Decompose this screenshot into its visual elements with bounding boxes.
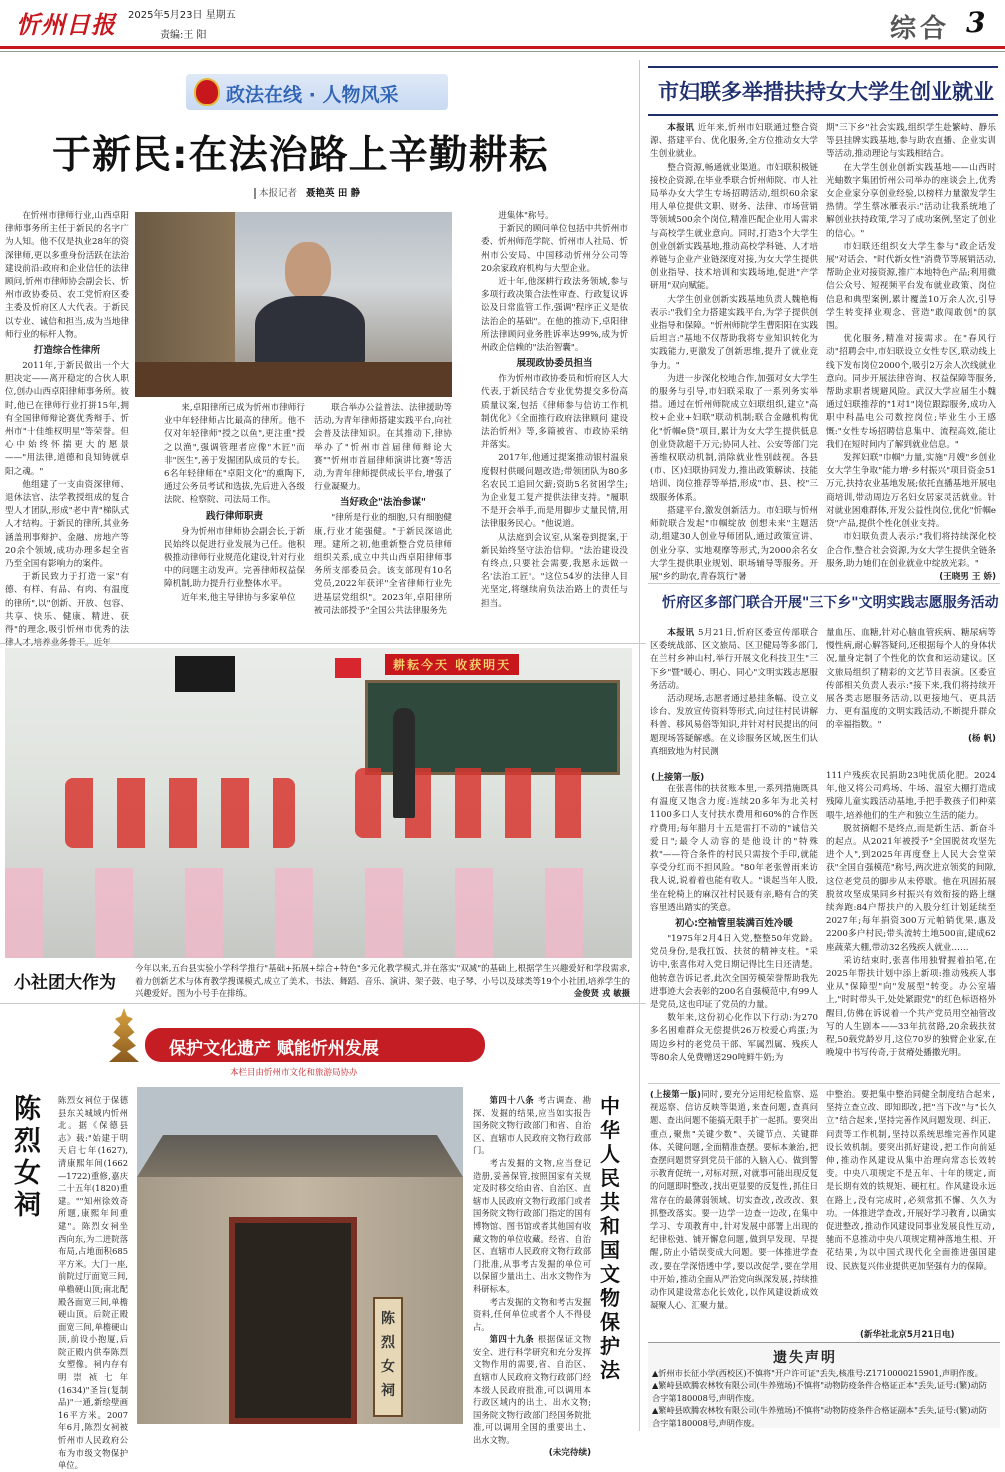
heritage-banner-title: 保护文化遗产 赋能忻州发展: [169, 1039, 379, 1059]
a4-col1: [650, 783, 818, 1079]
students-group-right: [355, 768, 595, 838]
notice-item: ▲繁峙县欧腾农林牧有限公司(牛养殖场)不慎将"动物防疫条件合格证正本"丢失,证号:(繁)动防合字第180008号,声明作废。: [652, 1380, 987, 1403]
person-body: [255, 296, 365, 366]
editor-line: 责编:王 阳: [160, 30, 207, 41]
paragraph: 在张喜伟的扶贫账本里,一系列措施既具有温度又饱含力度:连续20多年为北关村1100多口人支付扶水费用和60%的合作医疗费用;每年腊月十五是雷打不动的"诚信关爱日";最令人动容的是他设计的"特殊救"——符合条件的村民只需按个手印,就能享受分红而不担风险。"80年老张曾雨来访我人说,说着着也能有收人。"谈起当年人股,坐在轮椅上的麻汉社村民聂有亲,略有合的笑容里透出踏实的笑意。: [650, 784, 818, 913]
paragraph: 市妇联还组织女大学生参与"政企话发展"对话会、"时代新女性"消费节等展销活动,帮助企业对接资源,推广本地特色产品;利用微信公众号、短视频平台发布就业政策、岗位信息和典型案例,累计覆盖10万余人次,引导学生转变择业观念、营造"敢闯敢创"的氛围。: [826, 241, 996, 332]
byline-names: 聂艳英 田 静: [306, 188, 361, 199]
a2-col2: [826, 122, 996, 582]
photo-band-label: 小社团大作为: [14, 973, 116, 993]
subheading: 初心:空袖管里装满百姓冷暖: [675, 918, 793, 930]
divider-heritage: [0, 1003, 646, 1004]
banner-law-column: [186, 74, 448, 110]
paragraph: 搭建平台,激发创新活力。市妇联与忻州师院联合发起"巾帼绽放 创想未来"主题活动,组建30人创业导师团队,通过政策宣讲、创业分享、实地观摩等形式,为2000余名女大学生提供职业规划、职场辅导等服务。开展"乡约助农,青春筑行"暑: [650, 505, 818, 582]
students-group-left: [65, 778, 295, 848]
a1-col2-p3: 近年来,他主导律协与多家单位: [181, 592, 296, 603]
notice-box: [648, 1342, 1000, 1428]
page-number: 3: [966, 6, 986, 39]
divider-a2-a3: [648, 583, 1000, 584]
byline-label: 本报记者: [254, 188, 297, 199]
paragraph: 市妇联负责人表示:"我们将持续深化校企合作,整合社会资源,为女大学生提供全链条服务,助力她们在创业就业中绽放光彩。": [826, 532, 996, 569]
section-name: 综合: [890, 14, 951, 44]
a1-col2-p2: 身为忻州市律师协会副会长,于新民始终以促进行业发展为己任。他积极推动律师行业规范化建设,针对行业中的问题主动发声。完善律师权益保障机制,助力提升行业整体水平。: [164, 526, 305, 590]
lead-label: 第四十八条: [489, 1095, 538, 1105]
notice-title: 遗失声明: [773, 1350, 837, 1366]
teacher-figure: [393, 708, 415, 818]
temple-photo: [137, 1087, 463, 1424]
paragraph: 数年来,这份初心化作以下行动:为270多名困难群众无偿提供26万校爱心鸡蛋;为周边乡村的老党员干部、军属烈属、残疾人等80余人免费赠送290吨鲜牛奶;为: [650, 1013, 818, 1063]
paragraph: 考古发掘的文物,应当登记造册,妥善保管,按照国家有关规定及时移交给由省、自治区、直辖市人民政府文物行政部门或者国务院文物行政部门指定的国有博物馆、图书馆或者其他国有收藏文物的单位收藏。经省、自治区、直辖市人民政府文物行政部门批准,从事考古发掘的单位可以保留少量出土、出水文物作为科研标本。: [473, 1157, 591, 1294]
paragraph: 量血压、血糖,针对心脑血管疾病、糖尿病等慢性病,耐心解答疑问,还根据每个人的身体状况,量身定制了个性化的饮食和运动建议。区文旅局组织了精彩的文艺节目表演。区委宣传部相关负责人表示:"接下来,我们将持续开展各类志愿服务活动,以更接地气、更具活力、更有温度的文明实践活动,不断提升群众的幸福指数。": [826, 628, 996, 731]
law-title: 中华人民共和国文物保护法: [600, 1094, 620, 1382]
a5-col2-text: 中整治。要把集中整治同健全制度结合起来,坚持立查立改、即知即改,把"当下改"与"长久立"结合起来,坚持完善作风问题发现、纠正、问责等工作机制,坚持以系统思维完善作风建设长效机制。要突出抓好建设,把工作向前延伸,推动作风建设从集中治理向常态长效转变。中央八项规定不是五年、十年的规定,而是长期有效的铁规矩、硬杠杠。作风建设永远在路上,没有完成时,必须常抓不懈、久久为功。一体推进学查改,开展好学习教育,以确实促进整改,推动作风建设同事业发展良性互动,驰而不息推动中央八项规定精神落地生根、开花结果,为以中国式现代化全面推进强国建设、民族复兴伟业提供更加坚强有力的保障。: [826, 1089, 996, 1271]
a1-sub2: 践行律师职责: [205, 510, 263, 522]
divider-photo-top: [0, 643, 646, 644]
paragraph: 为进一步深化校地合作,加强对女大学生的服务与引导,市妇联采取了一系列务实举措。通过在忻州师院成立妇联组织,建立"高校+企业+妇联"联动机制;联合金融机构优化"忻帼e贷"项目,累计为女大学生提供低息创业贷款超千万元;协同人社、公安等部门完善维权联动机制,消除就业性别歧视。各县(市、区)妇联协同发力,推出政策解读、技能培训、岗位推荐等举措,形成"市、县、校"三级服务体系。: [650, 373, 818, 503]
wall-sign: 耕耘今天 收获明天: [385, 654, 519, 675]
notice-item: ▲繁峙县欧腾农林牧有限公司(牛养殖场)不慎将"动物防疫条件合格证副本"丢失,证号:(繁)动防合字第180008号,声明作废。: [652, 1405, 987, 1428]
a1-sub3: 当好政企"法治参谋": [340, 497, 426, 509]
a3-col2: [826, 627, 996, 762]
temple-roof: [137, 1107, 463, 1177]
column-divider: [639, 60, 640, 643]
a1-byline: [254, 185, 360, 199]
person-head: [285, 242, 331, 300]
a4-col2: [826, 770, 996, 1079]
signature: (王晓男 王 娇): [939, 571, 996, 582]
a1-col2-p1: 来,卓阳律所已成为忻州市律师行业中年轻律师占比最高的律所。他不仅对年轻律师"授之以鱼",更注重"授之以渔",强调管理者应像"木匠"而非"医生",善于发掘团队成员的专长。6名年轻律师在"卓阳文化"的熏陶下,通过公务员考试和选拔,先后进入各级法院、检察院、司法局工作。: [164, 403, 305, 506]
paragraph: 111户残疾农民捐助23吨优质化肥。2024年,他又将公司鸡场、牛场、温室大棚打造成残障儿童实践活动基地,手把手教孩子们种菜喂牛,培养他们的生产和独立生活的能力。: [826, 771, 996, 821]
signature: (杨 帆): [967, 733, 996, 744]
a1-sub4: 展现政协委员担当: [516, 358, 593, 370]
a1-col1-p4: 于新民致力于打造一家"有德、有样、有品、有肉、有温度的律所",以"创新、开放、包容、共享、快乐、健康、精进、获得"的理念,吸引忻州市优秀的法: [5, 572, 129, 636]
a3-headline: 忻府区多部门联合开展"三下乡"文明实践志愿服务活动: [662, 595, 999, 611]
desk-shape: [135, 362, 452, 397]
paragraph: 优化服务,精准对接需求。在"春风行动"招聘会中,市妇联设立女性专区,联动线上线下发布岗位2000个,吸引2万余人次线就业意向。同步开展法律咨询、权益保障等服务,帮助求职者规避风险。武汉大学应届生小魏通过妇联推荐的"1对1"岗位跟踪服务,成功入职中科晶电公司数控岗位;毕业生小王感慨:"女性专场招聘信息集中、流程高效,能让我们在短时间内了解到就业信息。": [826, 334, 996, 450]
paragraph: 期"三下乡"社会实践,组织学生赴繁峙、静乐等县挂牌实践基地,参与助农直播、企业实训等活动,推动理论与实践相结合。: [826, 123, 996, 160]
photo-caption: [135, 962, 630, 1000]
masthead-rule-thin: [0, 51, 1005, 52]
flag-shape: [335, 658, 361, 678]
a5-cont-label: (上接第一版): [650, 1089, 701, 1099]
a1-col4-p3: 近十年,他深耕行政法务领域,参与多项行政决策合法性审查、行政复议诉讼及日常监管工作,强调"程序正义是依法治企的基础"。在他的推动下,卓阳律所法律顾问业务胜诉率达99%,成为忻州政企信赖的"法治智囊"。: [481, 277, 628, 354]
issue-date: 2025年5月23日 星期五: [128, 10, 236, 21]
a5-col2: [826, 1088, 996, 1343]
a1-col4-p1: 进集体"称号。: [498, 211, 554, 221]
a1-col4-p6: 从法庭到会议室,从案卷到提案,于新民始终坚守法治信仰。"法治建设没有终点,只要社会需要,我愿永远做一名'法治工匠'。"这位54岁的法律人目光坚定,将继续肩负法治路上的责任与担当。: [481, 532, 628, 609]
stools-shape: [5, 868, 632, 958]
lead-label: 第四十九条: [489, 1334, 538, 1345]
a2-headline: 市妇联多举措扶持女大学生创业就业: [658, 80, 994, 104]
paragraph: 第四十八条 考古调查、勘探、发掘的结果,应当如实报告国务院文物行政部门和省、自治区、直辖市人民政府文物行政部门。: [473, 1095, 591, 1156]
a1-col4: [481, 210, 628, 635]
a1-col3-p1: 联合举办公益普法、法律援助等活动,为青年律师搭建实践平台,向社会普及法律知识。在其推动下,律协举办了"忻州市首届律师辩论大赛""忻州市首届律师演讲比赛"等活动,为青年律师提供成长平台,增强了行业凝聚力。: [314, 403, 452, 493]
paragraph: 本报讯 5月21日,忻府区委宣传部联合区委统战部、区文旅局、区卫健局等多部门,在兰村乡神山村,举行开展文化科技卫生"三下乡"暨"暖心、明心、同心"文明实践志愿服务活动。: [650, 628, 818, 691]
lead-label: 本报讯: [667, 628, 698, 638]
banner-title: 政法在线 · 人物风采: [226, 84, 399, 106]
paragraph: 发挥妇联"巾帼"力量,实施"月嫂"乡创业女大学生争取"能力增·乡村振兴"项目资金51万元,扶持农业基地发展;依托直播基地开展电商培训,带动周边万名妇女居家灵活就业。针对就业困难群体,开发公益性岗位,优化"忻帼e贷"产品,提供个性化创业支持。: [826, 453, 996, 530]
a1-headline: 于新民:在法治路上辛勤耕耘: [52, 133, 549, 178]
a3-col1: [650, 627, 818, 762]
law-col: [473, 1094, 591, 1458]
classroom-photo: [5, 648, 632, 958]
paragraph: "1975年2月4日入党,整整50年党龄。党员身份,是我扛饭、扶贫的精神支柱。"采访中,张喜伟对入党日期记得比生日还清楚。他转意告诉记者,此次全国劳模荣誉帮助我先进事迹大会表彰的200名自强模范中,有99人是党员,这也印证了党员的力量。: [650, 934, 818, 1011]
column-divider-lower: [639, 643, 640, 1431]
paragraph: 脱贫摘帽不是终点,而是新生活、新奋斗的起点。从2021年被授予"全国脱贫攻坚先进个人",到2025年再度登上人民大会堂荣获"全国自强模范"称号,两次进京领奖的间隙,这位老党员的脚步从未停歇。他在巩固拓展脱贫攻坚成果同乡村振兴有效衔接的路上继续奔跑:84户帮扶户的入股分红计划延续至2027年;每年捐资300万元帕销优果,惠及2200多户村民;带头流转土地500亩,建成62座蔬菜大棚,带动32名残疾人就业……: [826, 823, 996, 953]
a4-cont-label: (上接第一版): [651, 773, 705, 783]
a5-col1-text: 同时,要充分运用纪检监察、巡视巡察、信访反映等渠道,来查问题,查真问题、查出问题不能搞无限手扩一起抓。要突出重点,聚焦"关键少数"、关键节点、关键群体、关键问题,全面精准查摆。要标本兼治,把查摆问题贯穿到党员干部的入脑入心、做到警示教育促统一,对标对照,对就事可能出现反复的问题即时整改,找出更显要的反复性,抓住日常存在的最薄弱领域、切实查改,改改改、狠抓整改落实。要一边学一边查一边改,在集中学习、专项教育中,针对发展中部署上出现的纪律松弛、铺开懈怠问题,做到早发现、早提醒,防止小错误变成大问题。要一体推进学查改,要在学深悟透中学,要以改促学,要在学用中开始,推动全面从严治党向纵深发展,持续推动作风建设常态化长效化,以作风建设新成效凝聚人心、汇聚力量。: [650, 1089, 818, 1311]
paragraph: 第四十九条 根据保证文物安全、进行科学研究和充分发挥文物作用的需要,省、自治区、直辖市人民政府文物行政部门经本级人民政府批准,可以调用本行政区域内的出土、出水文物;国务院文物行政部门经国务院批准,可以调用全国的重要出土、出水文物。: [473, 1334, 591, 1446]
a1-col1-p3: 他组建了一支由资深律师、退休法官、法学教授组成的复合型人才团队,形成"老中青"梯队式人才结构。于新民的律所,其业务涵盖刑事辩护、金融、房地产等20余个领域,成功办理多起全省乃至全国有影响力的案件。: [5, 479, 129, 570]
lead-label: 本报讯: [667, 123, 698, 133]
newspaper-logo: 忻州日报: [16, 10, 116, 39]
temple-plaque: [373, 1297, 403, 1417]
portrait-photo: [135, 212, 452, 397]
a5-col1: [650, 1088, 818, 1343]
paragraph: 大学生创业创新实践基地负责人魏艳梅表示:"我们全力搭建实践平台,为学子提供创业指导和保障。"忻州师院学生曹阳阳在实践后坦言:"基地不仅帮助我将专业知识转化为实践能力,更激发了创新思维,提升了就业竞争力。": [650, 294, 818, 371]
notice-items: [652, 1367, 994, 1429]
plaque-text: 陈烈女祠: [381, 1311, 395, 1399]
a1-col3-p2: "律所是行业的细胞,只有细胞健康,行业才能强健。"于新民深谙此理。建所之初,他重新整合党员律师组织关系,成立中共山西卓阳律师事务所支部委员会。该支部现有10名党员,2022年获评"全省律师行业先进基层党组织"。2023年,卓阳律所被司法部授予"全国公共法律服务先: [314, 513, 452, 616]
paragraph: 考古发掘的文物和考古发掘资料,任何单位或者个人不得侵占。: [473, 1296, 591, 1332]
heritage-banner: [145, 1028, 485, 1062]
a1-col4-p2: 于新民的顾问单位包括中共忻州市委、忻州师范学院、忻州市人社局、忻州市公安局、中国移动忻州分公司等20余家政府机构与大型企业。: [481, 224, 628, 274]
divider-a4-a5: [648, 1083, 1000, 1084]
paragraph: 在大学生创业创新实践基地——山西时光蚰数字集团忻州公司举办的座谈会上,优秀女企业家分享创业经验,以榜样力量激发学生热情。学生蔡冰雁表示:"活动让我系统地了解创业扶持政策,学习了成功案例,坚定了创业的信心。": [826, 162, 996, 239]
heritage-banner-sub: 本栏目由忻州市文化和旅游局协办: [230, 1068, 358, 1078]
a5-signature: (新华社北京5月21日电): [860, 1330, 955, 1340]
a1-sub1: 打造综合性律所: [33, 345, 101, 357]
a1-col4-p4: 作为忻州市政协委员和忻府区人大代表,于新民结合专业优势提交多份高质量议案,包括《律师参与信访工作机制优化》《全面推行政府法律顾问 建设法治忻州》等,多篇被省、市政协采纳并落实。: [481, 374, 628, 451]
a1-col4-p5: 2017年,他通过提案推动银村温泉度假村供暖问题改造;带领团队为80多名农民工追回欠薪;资助5名贫困学生;为企业复工复产提供法律支持。"履职不是开会举手,而是用脚步丈量民情,用法律服务民心。"他说道。: [481, 453, 628, 530]
a1-col1-p2: 2011年,于新民做出一个大胆决定——离开稳定的合伙人职位,创办山西卓阳律师事务所。彼时,他已在律师行业打拼15年,拥有全国律师辩论赛优秀辩手、忻州市"十佳维权明星"等荣誉。但心中始终怀揣更大的愿景——"用法律,道德和良知铸就卓阳之魂。": [5, 361, 129, 477]
a1-col1: [5, 210, 129, 635]
signature: (未完待续): [548, 1447, 591, 1458]
caption-text: 今年以来,五台县实验小学科学推行"基础+拓展+综合+特色"多元化教学模式,并在落实"双减"的基础上,根据学生兴趣爱好和学段需求,着力创新艺术与体育教学搜课模式,成立了美术、书法、舞蹈、音乐、演讲、架子鼓、电子琴、小号以及球类等19个小社团,培养学生的兴趣爱好。图为小号手在排练。: [135, 963, 630, 998]
a1-col1-p1: 在忻州市律师行业,山西卓阳律师事务所主任于新民的名字广为人知。他不仅是执业28年的资深律师,更以多重身份活跃在法治建设前沿:政府和企业信任的法律顾问,忻州市律师协会副会长、忻州市政协委员、农工党忻府区委主委及忻府区人大代表。于新民以专业、诚信和担当,成为当地律师行业的标杆人物。: [5, 211, 129, 340]
a1-col3: [314, 402, 452, 635]
a1-col2: [164, 402, 305, 635]
paragraph: 整合资源,畅通就业渠道。市妇联积极链接校企资源,在毕业季联合忻州师院、市人社局举办女大学生专场招聘活动,组织60余家用人单位提供文职、财务、法律、市场营销等领域500余个岗位,精准匹配企业用人需求与高校学生就业意向。同时,打造3个大学生创业创新实践基地,推动高校学科链、人才培养链与企业产业链深度对接,为女大学生提供创业指导、技术培训和实践场地,促进"产学研用"双向赋能。: [650, 162, 818, 292]
temple-text: 陈烈女祠位于保德县东关城域内忻州北。据《保德县志》载:"始建于明天启七年(1627),清康熙年间(1662—1722)重修,嘉庆二十五年(1820)重建。""知州徐效奇所题,康熙年间重建"。陈烈女祠坐西向东,为二进院落布局,占地面积685平方米。大门一座,前院过厅面宽三间,单檐硬山顶;南北配殿各面宽三间,单檐硬山顶。后院正殿面宽三间,单檐硬山顶,前设小抱厦,后院正殿内供奉陈烈女塑像。祠内存有明崇祯七年(1634)"圣旨(复制品)"一通,新绘壁画16平方米。2007年6月,陈烈女祠被忻州市人民政府公布为市级文物保护单位。: [58, 1095, 128, 1471]
photo-credit: 金俊贤 戎 敏摄: [573, 988, 630, 998]
tv-shape: [175, 656, 235, 692]
paragraph: 采访结束时,张喜伟用独臂握着拍笔,在2025年帮扶计划中添上新项:推动残疾人事业从"保障型"向"发展型"转变。办公室墙上,"时时带头干,处处紧跟党"的红色标语格外醒目,仿佛在诉说着一个共产党员用空袖管改写的人生剧本——33年抗贫路,20余载扶贫程,50载党龄岁月,这位70岁的独臂企业家,在晚境中书写传奇,于贫瘠处播撒光明。: [826, 955, 996, 1059]
notice-item: ▲忻州市长征小学(西校区)不慎将"开户许可证"丢失,核准号:Z1710000215901,声明作废。: [652, 1368, 983, 1378]
masthead: [0, 0, 1005, 46]
police-badge-icon: [194, 78, 220, 106]
temple-title: 陈烈女祠: [14, 1094, 41, 1221]
paragraph: 活动现场,志愿者通过悬挂条幅、设立义诊台、发放宣传资料等形式,向过往村民讲解科普、移风易俗等知识,并针对村民提出的问题现场答疑解惑。在义诊服务区域,医生们认真细致地为村民测: [650, 694, 818, 757]
a2-col1: [650, 122, 818, 582]
pagoda-icon: [109, 1008, 139, 1062]
temple-door: [229, 1217, 357, 1424]
a2-headline-box: [648, 66, 998, 116]
paragraph: 本报讯 近年来,忻州市妇联通过整合资源、搭建平台、优化服务,全方位推动女大学生创业就业。: [650, 123, 818, 160]
masthead-rule: [0, 46, 1005, 49]
